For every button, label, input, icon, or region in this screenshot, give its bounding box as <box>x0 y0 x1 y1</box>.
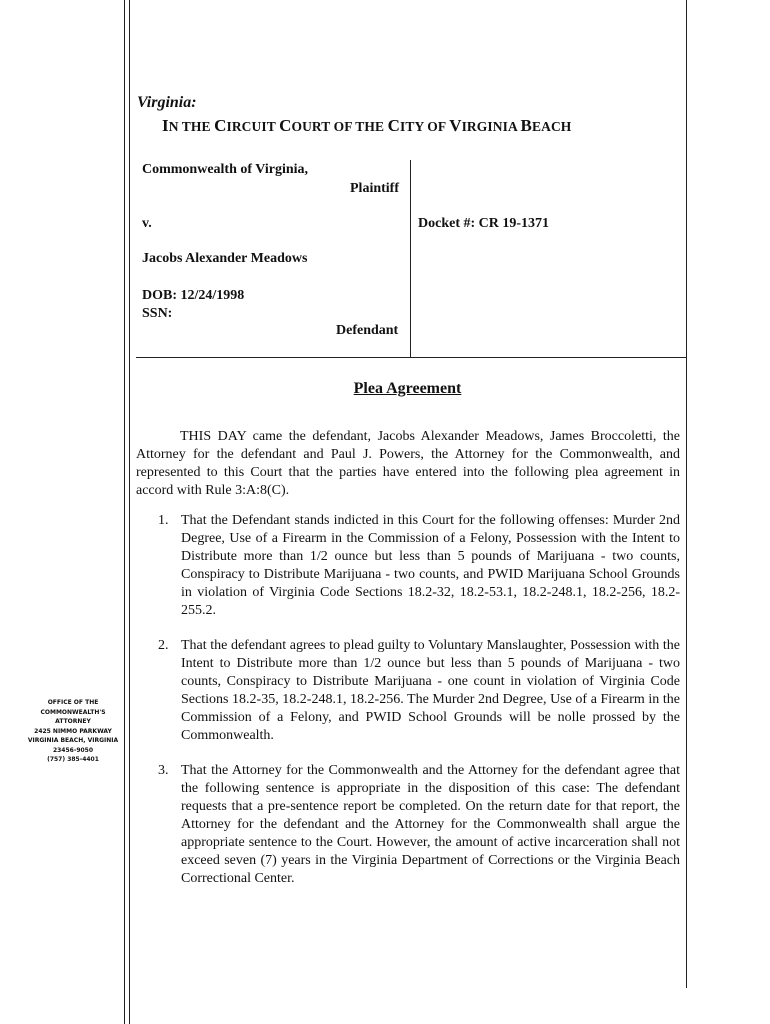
court-title-part: V <box>449 116 462 135</box>
document-title-row <box>0 380 770 398</box>
plaintiff-name: Commonwealth of Virginia, <box>142 162 309 177</box>
defendant-name: Jacobs Alexander Meadows <box>142 251 308 266</box>
left-margin-line-inner <box>129 0 130 1024</box>
court-title-part: ITY OF <box>399 119 450 134</box>
office-line: 23456-9050 <box>52 746 94 754</box>
court-title-part: IRGINIA <box>461 119 521 134</box>
list-item <box>136 512 680 620</box>
plaintiff-role: Plaintiff <box>350 181 399 196</box>
court-title-part: IRCUIT <box>226 119 280 134</box>
list-item-number: 3. <box>158 763 169 778</box>
document-title: Plea Agreement <box>353 380 462 397</box>
court-title <box>162 116 571 136</box>
list-item-text: That the defendant agrees to plead guilty to Voluntary Manslaughter, Possession with the Intent to Distribute more than 1/2 ounce but less than 5 pounds of Marijuana - two counts, Conspiracy to Distribute Marijuana - one count in violation of Virginia Code Sections 18.2-35, 18.2-248.1, 18.2-256. The Murder 2nd Degree, Use of a Firearm in the Commission of a Felony, and PWID School Grounds will be nolle prossed by the Commonwealth. <box>181 638 680 743</box>
court-title-part: I <box>162 116 169 135</box>
defendant-ssn: SSN: <box>142 306 173 321</box>
court-title-part: OURT OF THE <box>291 119 388 134</box>
list-item <box>136 762 680 888</box>
list-item-number: 2. <box>158 638 169 653</box>
docket-number: Docket #: CR 19-1371 <box>418 216 550 231</box>
left-margin-line <box>124 0 125 1024</box>
caption-divider <box>410 160 411 358</box>
caption-bottom-rule <box>136 357 687 358</box>
office-line: OFFICE OF THE <box>47 699 99 706</box>
defendant-role: Defendant <box>336 323 399 338</box>
office-address-block <box>18 698 128 765</box>
jurisdiction-state: Virginia: <box>137 94 197 111</box>
court-title-part: C <box>387 116 400 135</box>
court-title-part: EACH <box>531 119 572 134</box>
court-title-part: C <box>214 116 227 135</box>
list-item <box>136 637 680 745</box>
right-margin-line <box>686 0 687 988</box>
office-line: 2425 NIMMO PARKWAY <box>34 727 112 735</box>
court-title-part: N THE <box>168 119 215 134</box>
office-line: COMMONWEALTH'S <box>40 708 106 716</box>
defendant-dob: DOB: 12/24/1998 <box>142 288 245 303</box>
court-title-part: C <box>279 116 292 135</box>
list-item-number: 1. <box>158 513 169 528</box>
intro-paragraph: THIS DAY came the defendant, Jacobs Alexander Meadows, James Broccoletti, the Attorney for the defendant and Paul J. Powers, the Attorney for the Commonwealth, and represented to this Court that the parties have entered into the following plea agreement in accord with Rule 3:A:8(C). <box>136 429 680 498</box>
office-line: (757) 385-4401 <box>47 756 99 763</box>
versus: v. <box>142 216 152 231</box>
list-item-text: That the Defendant stands indicted in this Court for the following offenses: Murder 2nd Degree, Use of a Firearm in the Commission of a Felony, Possession with the Intent to Distribute more than 1/2 ounce but less than 5 pounds of Marijuana - two counts, Conspiracy to Distribute Marijuana - two counts, and PWID Marijuana School Grounds in violation of Virginia Code Sections 18.2-32, 18.2-53.1, 18.2-248.1, 18.2-256, 18.2-255.2. <box>181 513 680 618</box>
list-item-text: That the Attorney for the Commonwealth and the Attorney for the defendant agree that the following sentence is appropriate in the disposition of this case: The defendant requests that a pre-sentence report be completed. On the return date for that report, the Attorney for the defendant and the Attorney for the Commonwealth shall argue the appropriate sentence to the Court. However, the amount of active incarceration shall not exceed seven (7) years in the Virginia Department of Corrections or the Virginia Beach Correctional Center. <box>181 763 680 886</box>
office-line: ATTORNEY <box>55 718 91 725</box>
office-line: VIRGINIA BEACH, VIRGINIA <box>27 737 119 744</box>
court-title-part: B <box>520 116 532 135</box>
